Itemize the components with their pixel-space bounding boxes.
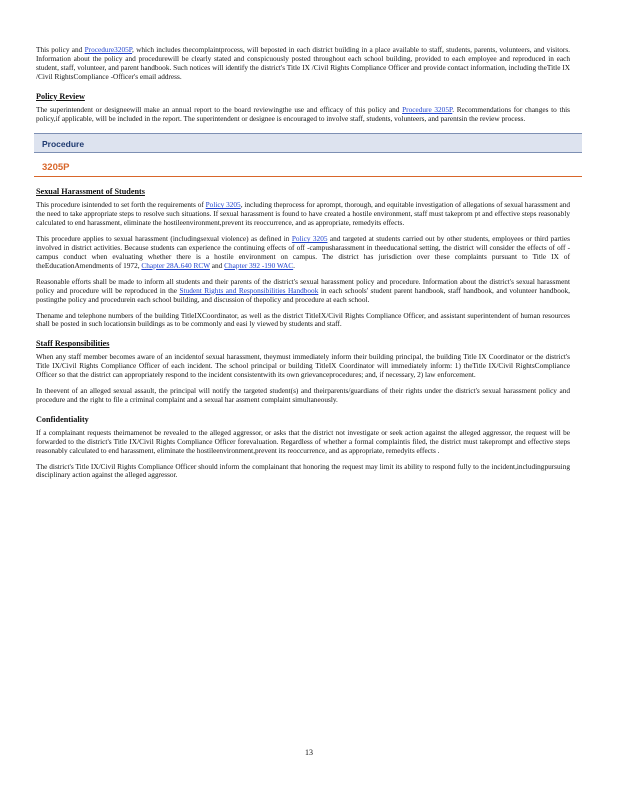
text: The superintendent or designeewill make an annual report to the board reviewingthe use and efficacy of this policy and bbox=[36, 104, 403, 114]
intro-paragraph bbox=[36, 46, 570, 82]
sh-paragraph-2: This procedure applies to sexual harassment (includingsexual violence) as defined in Policy 3205 and targeted at students carried out by other students, employees or third parties involved in district activities. Because students can experience the continuing effects of off -campusharassment in theeducational setting, the district will consider the effects of off -campus conduct when evaluating whether there is a hostile environment on campus. The district has jurisdiction over these complaints pursuant to Title IX of theEducationAmendments of 1972, Chapter 28A.640 RCW and Chapter 392 -190 WAC. bbox=[36, 234, 570, 270]
procedure-banner bbox=[34, 133, 582, 153]
policy-link[interactable]: Policy 3205 bbox=[291, 234, 328, 244]
confidentiality-heading: Confidentiality bbox=[36, 414, 89, 424]
procedure-number: 3205P bbox=[42, 162, 70, 174]
staff-responsibilities-heading: Staff Responsibilities bbox=[36, 339, 110, 349]
sh-paragraph-1: This procedure isintended to set forth the requirements of Policy 3205, including theprocess for aprompt, thorough, and equitable investigation of allegations of sexual harassment and the need to take appropriate steps to resolve such situations. If sexual harassment is found to have created a hostile environment, staff must takeprom pt and effective steps reasonably calculated to end harassment, eliminate the hostileenvironment,prevent its reoccurrence, and as appropriate, remedyits effects. bbox=[36, 200, 570, 228]
procedure-link[interactable]: Procedure 3205P bbox=[402, 104, 453, 114]
text: , which includes thecomplaintprocess, will beposted in each district building in a place available to staff, students, parents, volunteers, and visitors. Information about the policy and procedurewill be clearly stated and conspicuously posted throughout each school building, provided to each employee and reproduced in each student, staff, volunteer, and parent handbook. Such notices will identify the district's Title IX /Civil Rights Compliance Officer and provide contact information, including theTitle IX /Civil RightsCompliance -Officer's email address. bbox=[36, 45, 570, 81]
staff-paragraph-1: When any staff member becomes aware of an incidentof sexual harassment, theymust immediately inform their building principal, the building Title IX Coordinator or the district's Title IX/Civil Rights Compliance Officer of each incident. The school principal or building TitleIX Coordinator will immediately inform: 1) theTitle IX/Civil RightsCompliance Officer so that the district can appropriately respond to the incident consistentwith its own grievanceprocedures; and, if necessary, 2) law enforcement. bbox=[36, 352, 570, 380]
procedure-link[interactable]: Procedure3205P bbox=[84, 45, 133, 54]
policy-review-paragraph bbox=[36, 106, 570, 124]
rcw-link[interactable]: Chapter 28A.640 RCW bbox=[141, 260, 210, 270]
handbook-link[interactable]: Student Rights and Responsibilities Handbook bbox=[179, 285, 319, 295]
sexual-harassment-heading: Sexual Harassment of Students bbox=[36, 187, 145, 197]
sh-paragraph-4: Thename and telephone numbers of the building TitleIXCoordinator, as well as the district TitleIX/Civil Rights Compliance Officer, and assistant superintendent of human resources shall be posted in such locationsin buildings as to be commonly and easi ly viewed by students and staff. bbox=[36, 310, 570, 329]
sh-paragraph-3: Reasonable efforts shall be made to inform all students and their parents of the district's sexual harassment policy and procedure. Information about the district's sexual harassment policy and procedure will be reproduced in the Student Rights and Responsibilities Handbook in each schools' student parent handbook, staff handbook, and volunteer handbook, postingthe policy and procedurein each school building, and discussion of thepolicy and procedure at each school. bbox=[36, 276, 570, 304]
confidentiality-paragraph-2: The district's Title IX/Civil Rights Compliance Officer should inform the complainant that honoring the request may limit its ability to respond fully to the incident,includingpursuing disciplinary action against the alleged aggressor. bbox=[36, 461, 570, 480]
procedure-title: Procedure bbox=[42, 139, 85, 150]
text: . Recommendations for changes to this policy,if applicable, will be included in the report. The superintendent or designee is encouraged to involve staff, students, volunteers, and parentsin the review process. bbox=[36, 104, 571, 123]
text: This policy and bbox=[36, 45, 85, 54]
page-number: 13 bbox=[305, 748, 313, 757]
staff-paragraph-2: In theevent of an alleged sexual assault, the principal will notify the targeted student(s) and theirparents/guardians of their rights under the district's sexual harassment policy and procedure and the right to file a criminal complaint and a sexual har assment complaint simultaneously. bbox=[36, 386, 570, 404]
document-page bbox=[36, 46, 570, 487]
divider bbox=[34, 176, 582, 177]
policy-review-heading: Policy Review bbox=[36, 91, 85, 101]
policy-link[interactable]: Policy 3205 bbox=[205, 200, 241, 210]
confidentiality-paragraph-1: If a complainant requests theirnamenot be revealed to the alleged aggressor, or asks that the district not investigate or seek action against the alleged aggressor, the request will be forwarded to the district's Title IX/Civil Rights Compliance Officer forevaluation. Regardless of whether a formal complaintis filed, the district must takeprompt and effective steps reasonably calculated to end harassment, eliminate the hostileenvironment,prevent its reoccurrence, and as appropriate, remedyits effects . bbox=[36, 427, 570, 455]
wac-link[interactable]: Chapter 392 -190 WAC bbox=[224, 260, 294, 270]
